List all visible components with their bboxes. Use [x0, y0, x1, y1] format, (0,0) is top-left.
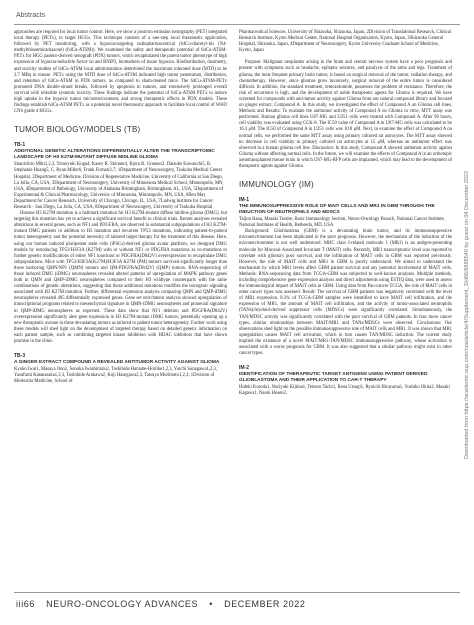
affiliations-continued: Pharmaceutical Sciences, University of Shizuoka, Shizuoka, Japan, 2Division of Translational Research, Clinical Research Institute, Kyoto Medical Center, National Hospital Organization, Kyoto, Japan, 3Shizuoka General Hospital, Shizuoka, Japan, 4Department of Neurosurgery, Kyoto University Graduate School of Medicine, Kyoto, Japan [239, 30, 452, 54]
abstract-authors: Taijun Hana, Masaki Terabe; Basic Immunology Section, Neuro-Oncology Branch, National Cancer Institute, National Institutes of Health, Bethesda, MD, USA [239, 217, 445, 229]
abstract-id: IM-2 [239, 365, 249, 372]
abstract-title: IDENTIFICATION OF THERAPEUTIC TARGET ANTIGENS USING PATIENT DERIVED GLIOBLASTOMA AND THEIR APPLICATION TO CAR-T THERAPY [239, 372, 428, 384]
left-column [14, 30, 227, 385]
abstract-body: Purpose: Malignant neoplasms arising in the brain and central nervous system have a poor prognosis and present with symptoms such as headache, epileptic seizures, and paralysis of the arms and legs. Treatment of glioma, the most frequent primary brain tumor, is based on surgical removal of the tumor, radiation therapy, and chemotherapy. However, since gliomas grow invasively, surgical removal of the entire tumor is considered difficult. In addition, the standard treatment, temozolomide, possesses the problem of resistance. Therefore, the risk of recurrence is high, and the development of noble therapeutic agents for Glioma is required. We have screened for compounds with anti-tumor activity against Glioma from our natural compound library and focused on ginger extract, Compound A. In this study, we investigated the effect of Compound A on Glioma cell lines. Methods and Results: To evaluate the antitumor activity of Compound A on Glioma in vitro, MTT assay was performed. Human glioma cell lines U87-MG and U251 cells were treated with Compound A. After 96 hours, cell viability was evaluated using CCK-8. The IC50 value of Compound A in U87-MG cells was calculated to be 16.3 μM. The IC50 of Compound A in U251 cells was 10.8 μM. Next, to examine the effect of Compound A on normal cells, we performed the same MTT assay using primary cultured rat astrocytes. The MTT assay showed no decrease in cell viability in primary cultured rat astrocytes at 15 μM, whereas an antitumor effect was observed in a human glioma cell line. Discussion: In this study, Compound A showed antitumor activity against Glioma without affecting normal cells. In the future, we will examine the effects of Compound A in an orthotopic xenotransplanted mouse brain in which U87-MG-RFP cells are implanted, which may lead to the development of therapeutic agents against Glioma. [239, 60, 452, 169]
journal-name: NEURO-ONCOLOGY ADVANCES [46, 599, 199, 609]
footer-separator: • [209, 599, 213, 609]
abstract-id: IM-1 [239, 197, 249, 204]
abstract-authors: Shunichiro Miki1,2,3, Tomoyuki Koga4, Kasey R. Skinner4, Bjorn R. Gruener2, Daisuke Kawauchi5, R. Stephanie Huang5, C. Ryan Miller6, Frank Furnari2,7; 1Department of Neurosurgery, Tsukuba Medical Center Hospital, 2Department of Medicine, Division of Regenerative Medicine, University of California at San Diego, La Jolla, CA, USA, 3Department of Neurosurgery, University of Minnesota Medical School, Minneapolis, MN, USA, 4Department of Pathology, University of Alabama Birmingham, Birmingham, AL, USA, 5Department of Experimental & Clinical Pharmacology, University of Minnesota, Minneapolis, MN, USA, 6Ben May Department for Cancer Research, University of Chicago, Chicago, IL, USA, 7Ludwig Institute for Cancer Research - San Diego, La Jolla, CA, USA, 8Department of Neurosurgery, University of Tsukuba Hospital [14, 162, 224, 210]
abstract-authors: Kyoko Iwai1, Masaya Ono2, Sonoka Iwashimizu2, Toshihide Hamabe-Horiike1,2,3, Yoichi Sunagawa1,2,3, Yasufumi Katanasaka1,2,3, Toshihide Arakawa2, Koji Hasegawa2,3, Tatsuya Morimoto1,2,3; 1Division of Molecular Medicine, School of [14, 367, 218, 385]
page-footer [16, 599, 305, 609]
page-number: iii66 [16, 599, 36, 609]
right-column [239, 30, 452, 397]
abstract-id: TB-1 [14, 142, 26, 149]
section-heading-immunology: IMMUNOLOGY (IM) [239, 180, 314, 190]
abstract-title: A GINGER EXTRACT COMPOUND A REVEALED ANTITUMOR ACTIVITY AGAINST GLIOMA [14, 360, 220, 366]
footer-rule [14, 592, 460, 593]
download-watermark [462, 150, 472, 480]
abstract-title: ADDITIONAL GENETIC ALTERATIONS DIFFERENTIALLY ALTER THE TRANSCRIPTOMIC LANDSCAPE OF H3 K27M-MUTANT DIFFUSE MIDLINE GLIOMA [14, 149, 215, 161]
abstract-body: Background: Glioblastoma (GBM) is a devastating brain tumor, and its immunosuppressive microenvironment has been implicated in the poor prognosis. However, the mechanism of the induction of the microenvironment is not well understood. MHC class I-related molecule 1 (MR1) is an antigen-presenting molecule for Mucosal Associated Invariant T (MAIT) cells. Recently, MR1 transcriptomic level was reported to correlate with glioma's poor survival, and the infiltration of MAIT cells in GBM was reported previously. However, the role of MAIT cells and MR1 in GBM is poorly understood. We aimed to understand the mechanism by which MR1 levels affect GBM patient survival and any potential involvement of MAIT cells. Methods: RNA-sequencing data from TCGA-GBM was subjected to well-known analyses. Multiple methods, including comprehensive gene expression analysis and direct adjustments using ESTIQ data, were used to assess the immunological impact of MAIT cells in GBM. Using data from Pan-cancer TCGA, the role of MAIT cells in other cancer types was assessed. Result: The survival of GBM patients was negatively correlated with the level of MR1 expression. 8.3% of TCGA-GBM samples were identified to have MAIT cell infiltration, and the expression of MR1, the amount of MAIT cell infiltration, and the activity of tumor-associated neutrophils (TANs)/myeloid-derived suppressor cells (MDSCs) were significantly correlated. Simultaneously, the TAN/MDSC activity was significantly correlated with the poor survival of GBM patients. In four more cancer types, similar relationships between MAIT/MR1 and TANs/MDSCs were observed. Conclusions: Our observations shed light on the possible immunosuppressive role of MAIT cells and MR1. It was shown that MR1 upregulation causes MAIT cell activation, which in turn causes TAN/MDSC induction. The current study implied the existence of a novel MAIT/MR1-TAN/MDSC immunosuppressive pathway, whose activation is associated with a worse prognosis for GBM. It was also suggested that a similar pathway might exist in other cancer types. [239, 229, 452, 357]
abstract-title: THE IMMUNOSUPPRESSIVE ROLE OF MAIT CELLS AND MR1 IN GBM THROUGH THE INDUCTION OF NEUTROPHILS AND MDSCS [239, 204, 435, 216]
running-header: Abstracts [16, 12, 46, 19]
intro-paragraph: approaches are required for local tumor control. Here, we show a positron emission tomography (PET) integrated local therapy (PETx), to target HGGs. This technique consists of a one-step local theranostic application, followed by PET monitoring, with a hypoxia-targeting radiopharmaceutical (64Cu-diacetyl-bis (N4-methylthiosemicarbazone) (64Cu-ATSM)). We examined the safety and therapeutic potential of 64Cu-ATSM-PETx for HGG patient-derived xenograft (PDX) tumors, which recapitulated the parent tumor phenotype of high expression of hypoxia-inducible factor-1α and BNIP3, biomarkers of tissue hypoxia. Biodistribution, dosimetry, and toxicity studies of 64Cu-ATSM local administration determined the maximum tolerated dose (MTD) to be 3.7 MBq in mouse. PETx using the MTD dose of 64Cu-ATSM indicated high tumor penetration, distribution, and retention of 64Cu-ATSM in PDX tumors, as compared to sham-treated mice. The 64Cu-ATSM-PETx promoted DNA double-strand breaks, followed by apoptosis in tumors, and extensively prolonged overall survival with tolerable systemic toxicity. These findings indicate the potential of 64Cu-ATSM PETx to induce high uptake in the hypoxic tumor microenvironment, and strong therapeutic effects in PDX models. These findings establish 64Cu-ATSM PETx as a potential novel theranostic approach to facilitate local control of WHO CNS grade 4 HGGs. [14, 30, 227, 115]
section-heading-tumor-biology: TUMOR BIOLOGY/MODELS (TB) [14, 125, 141, 135]
header-rule [14, 24, 460, 25]
issue-date: DECEMBER 2022 [224, 599, 306, 609]
download-watermark-text: Downloaded from https://academic.oup.com/noa/article/4/Supplement_3/iii66/6888549 by guest on 04 December 2022 [464, 170, 470, 460]
abstract-authors: Hideki Kuroda1, Noriyuki Kijima1, Tetsuro Tachi1, Rena Utsugi1, Ryuichi Hirayama1, Yoshiko Okita2, Masaki Kagawa1, Naoki Hosen2, [239, 385, 450, 397]
abstract-body: Histone H3 K27M mutation is a hallmark mutation for H3 K27M-mutant diffuse midline glioma (DMG), but targeting this mutation has yet to achieve a significant survival benefit in clinical trials. Recent analyses revealed alterations in several genes, such as NF1 and PDGFRA, are observed in substantial subpopulations of H3 K27M-mutant DMG patients in addition to H3 mutation and recurrent TP53 mutations, indicating patient-to-patient tumor heterogeneity and the potential necessity of tailored target therapy for the treatment of this disease. Here, using our human induced pluripotent stem cells (iPSCs)-derived glioma avatar platform, we designed DMG models by introducing TP53/H3F3A (K27M) with or without NF1 or PDGFRA mutations as co-mutations to further genetic modifications of either NF1 knockout or PDGFRA(D842V) overexpression to recapitulate DMG subpopulations. Mice with TP53/H3F3A(K27M)/H3F3A K27M (PM) tumors survived significantly longer than those harboring QMN/NP1 (QMN) tumors and QM-PDGFRA(D842V) (QMP) tumors. RNA-sequencing of those induced DMG (iDMG) neurospheres revealed altered patterns of upregulation of MAPK pathway genes both in QMN and QMP-iDMG neurospheres compared to their H3 wildtype counterparts with the same combinations of genetic alterations, suggesting that those additional mutations modifies the oncogenic signaling associated with H3 K27M mutation. Further, differential expression analysis comparing QMN and QMP-iDMG neurospheres revealed 405 differentially expressed genes. Gene set enrichment analysis showed upregulation of transcriptional programs related to mesenchymal signature in QMN-iDMG neurospheres and proneural signature in QMP-iDMG neurospheres as expected. These data show that NF1 deletion and PDGFRA(D842V) overexpression significantly alter gene expression in H3 K27M-mutant iDMG tumors, potentially opening up a new therapeutic avenue in these devastating tumors as tailored to patient tumor heterogeneity. Further work using these models will shed light on the development of targeted therapy based on detailed genetic information on each patient sample, such as combining targeted kinase inhibition with HDAC inhibitors that have shown promise in the clinic. [14, 211, 227, 345]
abstract-id: TB-3 [14, 353, 26, 360]
